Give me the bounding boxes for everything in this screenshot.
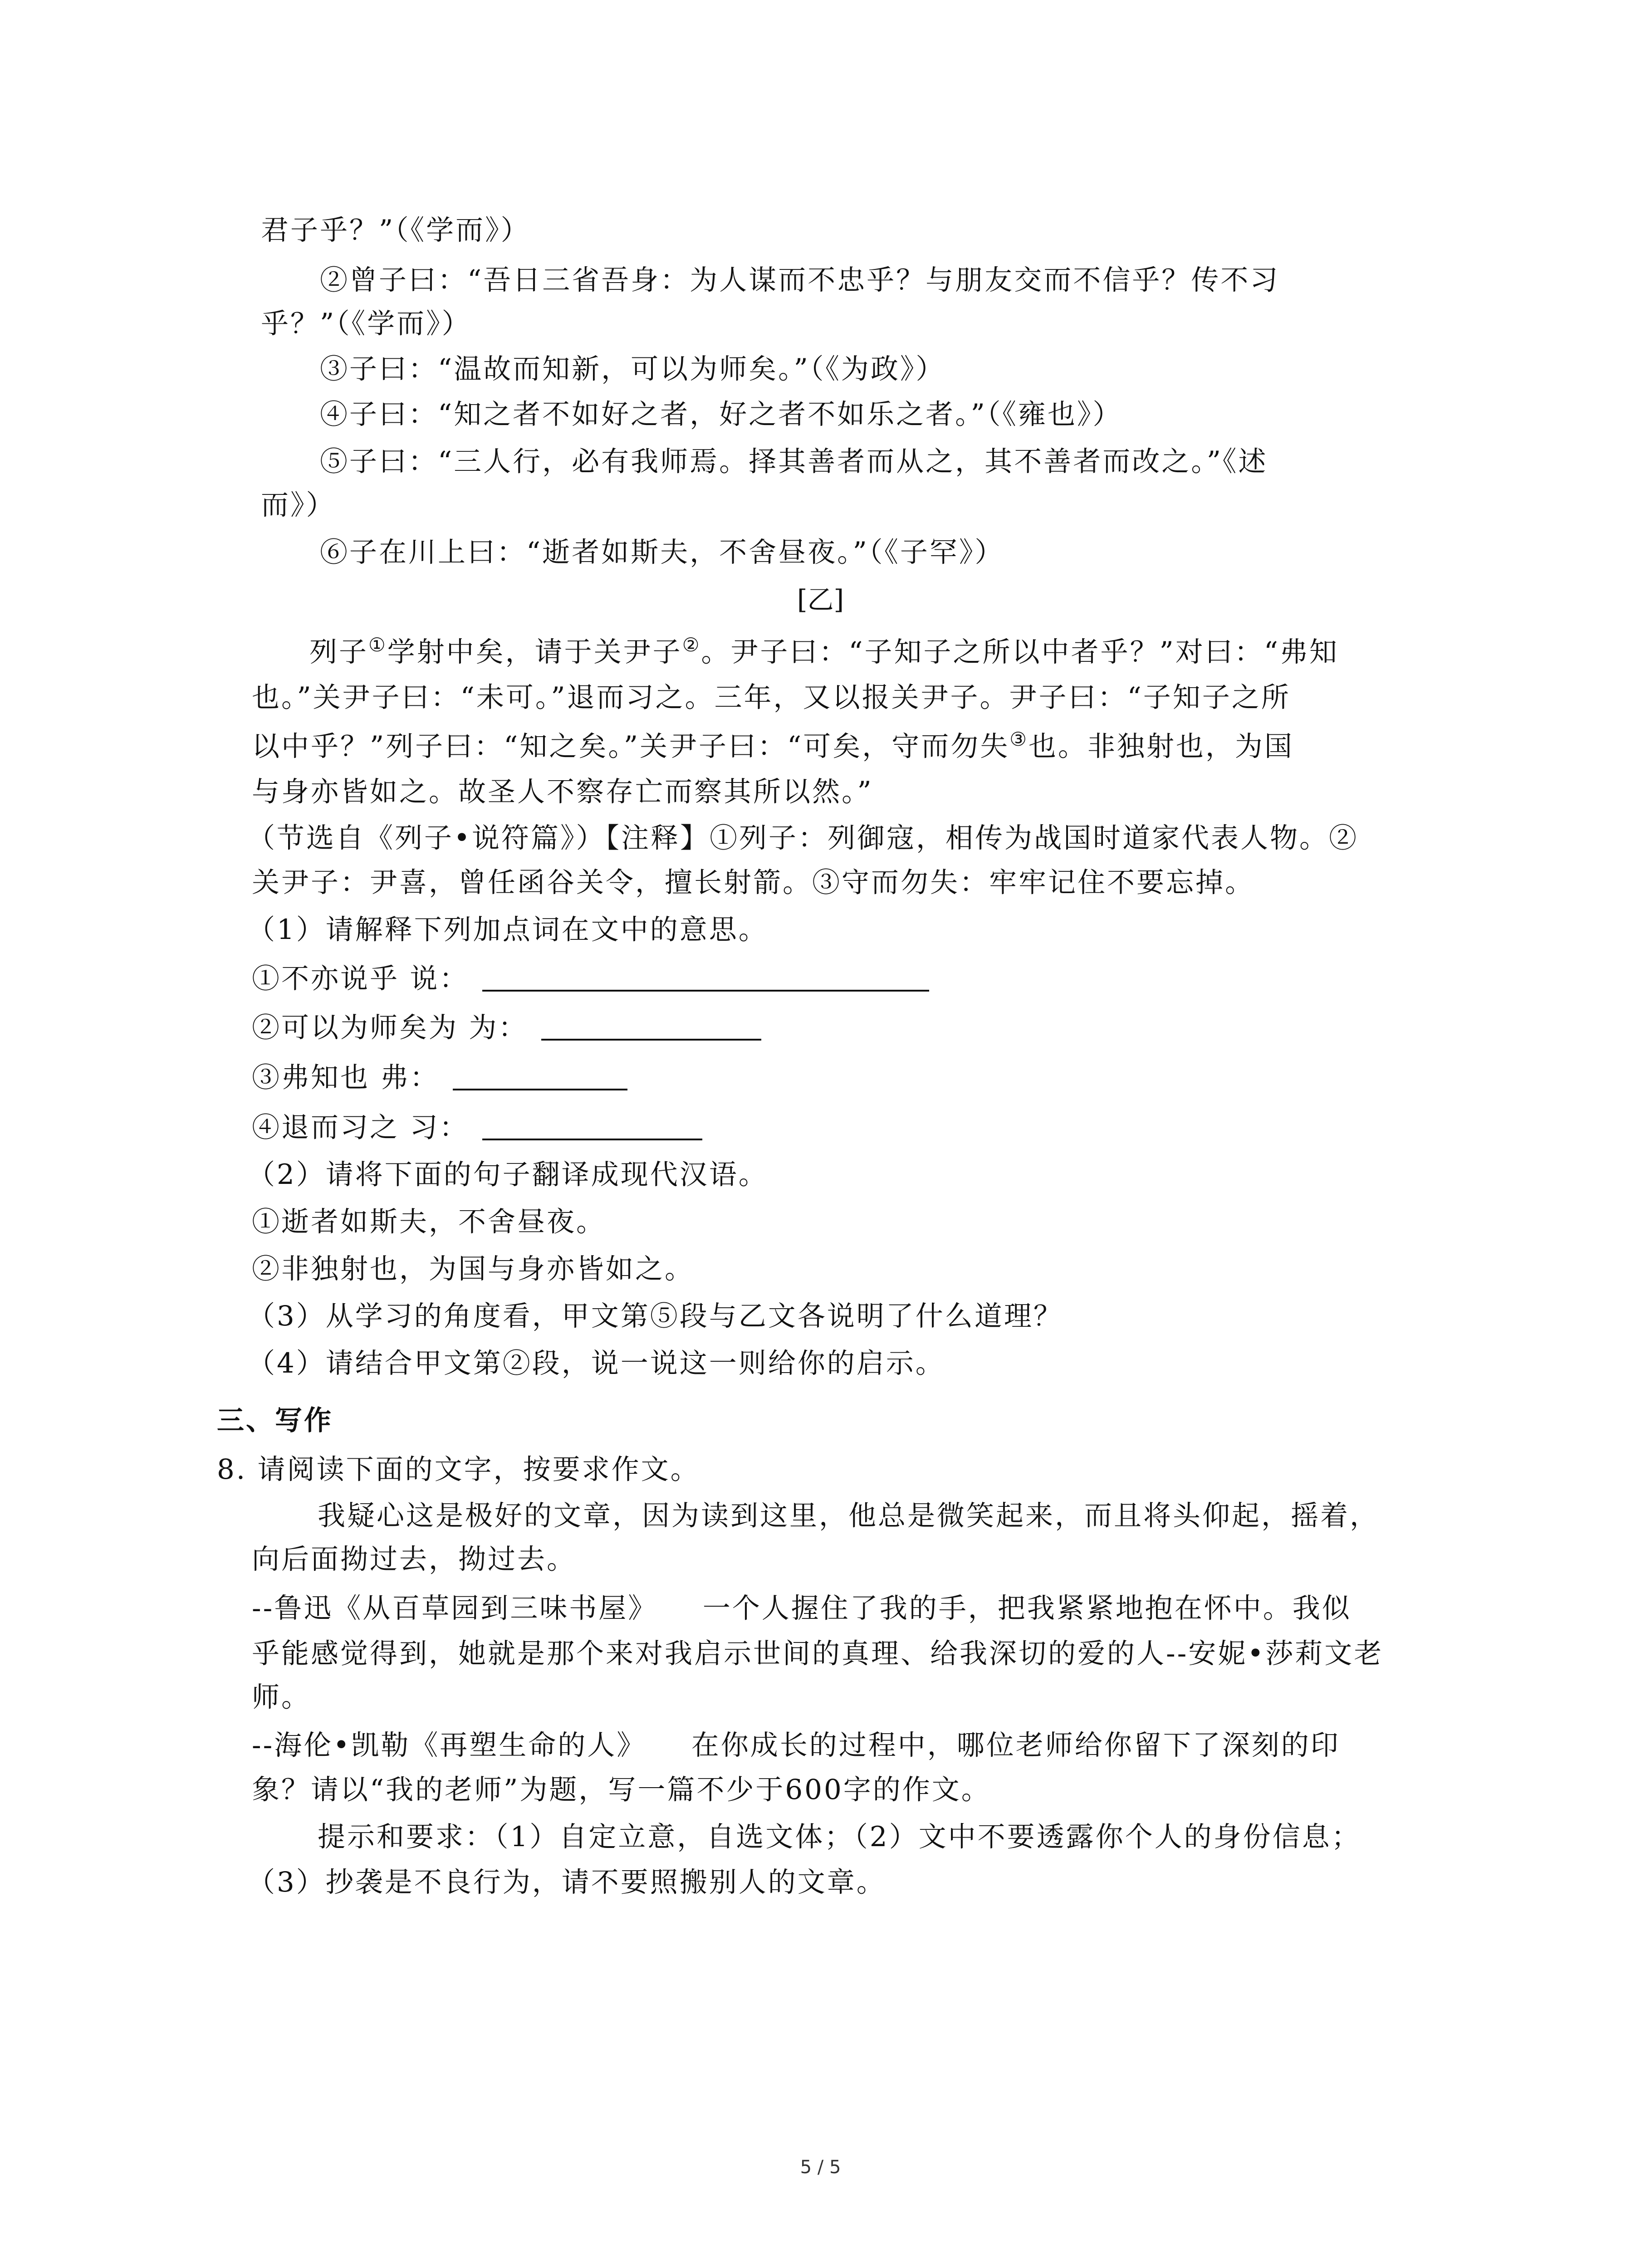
answer-blank-1b[interactable] bbox=[541, 1012, 761, 1041]
writing-question-8: 8. 请阅读下面的文字，按要求作文。 bbox=[217, 1453, 700, 1486]
question-1c bbox=[252, 1060, 627, 1096]
section-heading-writing: 三、写作 bbox=[217, 1405, 333, 1437]
yi-text: 列子 bbox=[309, 636, 369, 668]
yi-line-1 bbox=[309, 634, 1339, 670]
yi-line-3 bbox=[252, 728, 1294, 765]
writing-requirements-line-1: 提示和要求：（1）自定立意，自选文体；（2）文中不要透露你个人的身份信息； bbox=[318, 1821, 1361, 1853]
yi-text: 学射中矣，请于关尹子 bbox=[387, 636, 682, 668]
question-1c-label: ③弗知也 弗： bbox=[252, 1061, 440, 1094]
question-1d-label: ④退而习之 习： bbox=[252, 1111, 469, 1144]
question-2: （2）请将下面的句子翻译成现代汉语。 bbox=[247, 1158, 768, 1191]
question-1a bbox=[252, 961, 929, 997]
writing-prompt-line-2: 象？请以“我的老师”为题，写一篇不少于600字的作文。 bbox=[252, 1774, 991, 1806]
jia-line-4: ③子曰：“温故而知新，可以为师矣。”（《为政》） bbox=[320, 353, 945, 385]
question-1b bbox=[252, 1010, 761, 1046]
footnote-marker-2: ② bbox=[682, 634, 701, 656]
jia-line-3: 乎？”（《学而》） bbox=[261, 308, 471, 340]
writing-quote-line-4: 乎能感觉得到，她就是那个来对我启示世间的真理、给我深切的爱的人--安妮•莎莉文老 bbox=[252, 1637, 1384, 1670]
writing-quote-line-1: 我疑心这是极好的文章，因为读到这里，他总是微笑起来，而且将头仰起，摇着， bbox=[318, 1500, 1380, 1532]
footnote-marker-3: ③ bbox=[1009, 728, 1029, 750]
yi-line-4: 与身亦皆如之。故圣人不察存亡而察其所以然。” bbox=[252, 776, 873, 808]
section-label-yi: [乙] bbox=[797, 584, 844, 615]
question-3: （3）从学习的角度看，甲文第⑤段与乙文各说明了什么道理？ bbox=[247, 1300, 1063, 1332]
writing-quote-line-3: --鲁迅《从百草园到三味书屋》 一个人握住了我的手，把我紧紧地抱在怀中。我似 bbox=[252, 1592, 1352, 1624]
jia-line-6: ⑤子曰：“三人行，必有我师焉。择其善者而从之，其不善者而改之。”《述 bbox=[320, 445, 1268, 478]
question-1b-label: ②可以为师矣为 为： bbox=[252, 1012, 528, 1044]
question-2a: ①逝者如斯夫，不舍昼夜。 bbox=[252, 1206, 606, 1238]
yi-text: 以中乎？”列子曰：“知之矣。”关尹子曰：“可矣，守而勿失 bbox=[252, 730, 1010, 763]
writing-requirements-line-2: （3）抄袭是不良行为，请不要照搬别人的文章。 bbox=[247, 1866, 886, 1898]
question-2b: ②非独射也，为国与身亦皆如之。 bbox=[252, 1253, 695, 1285]
page-number: 5 / 5 bbox=[800, 2157, 841, 2178]
yi-note-line-1: （节选自《列子•说符篇》）【注释】①列子：列御寇，相传为战国时道家代表人物。② bbox=[247, 822, 1358, 854]
question-1: （1）请解释下列加点词在文中的意思。 bbox=[247, 914, 768, 946]
jia-line-7: 而》） bbox=[261, 489, 336, 521]
jia-line-8: ⑥子在川上曰：“逝者如斯夫，不舍昼夜。”（《子罕》） bbox=[320, 536, 1004, 568]
writing-prompt-line-1: --海伦•凯勒《再塑生命的人》 在你成长的过程中，哪位老师给你留下了深刻的印 bbox=[252, 1729, 1340, 1761]
question-4: （4）请结合甲文第②段，说一说这一则给你的启示。 bbox=[247, 1347, 945, 1379]
writing-quote-line-2: 向后面拗过去，拗过去。 bbox=[252, 1543, 577, 1575]
jia-line-5: ④子曰：“知之者不如好之者，好之者不如乐之者。”（《雍也》） bbox=[320, 398, 1122, 430]
footnote-marker-1: ① bbox=[368, 634, 387, 656]
yi-text: 。尹子曰：“子知子之所以中者乎？”对曰：“弗知 bbox=[701, 636, 1339, 668]
answer-blank-1d[interactable] bbox=[482, 1112, 702, 1140]
yi-note-line-2: 关尹子：尹喜，曾任函谷关令，擅长射箭。③守而勿失：牢牢记住不要忘掉。 bbox=[252, 866, 1255, 899]
answer-blank-1c[interactable] bbox=[453, 1062, 627, 1090]
question-1a-label: ①不亦说乎 说： bbox=[252, 963, 469, 995]
yi-line-2: 也。”关尹子曰：“未可。”退而习之。三年，又以报关尹子。尹子曰：“子知子之所 bbox=[252, 681, 1291, 714]
jia-line-1: 君子乎？”（《学而》） bbox=[261, 214, 530, 246]
jia-line-2: ②曾子曰：“吾日三省吾身：为人谋而不忠乎？与朋友交而不信乎？传不习 bbox=[320, 264, 1280, 296]
writing-quote-line-5: 师。 bbox=[252, 1681, 311, 1713]
question-1d bbox=[252, 1110, 702, 1146]
answer-blank-1a[interactable] bbox=[482, 963, 929, 992]
yi-text: 也。非独射也，为国 bbox=[1028, 730, 1294, 763]
